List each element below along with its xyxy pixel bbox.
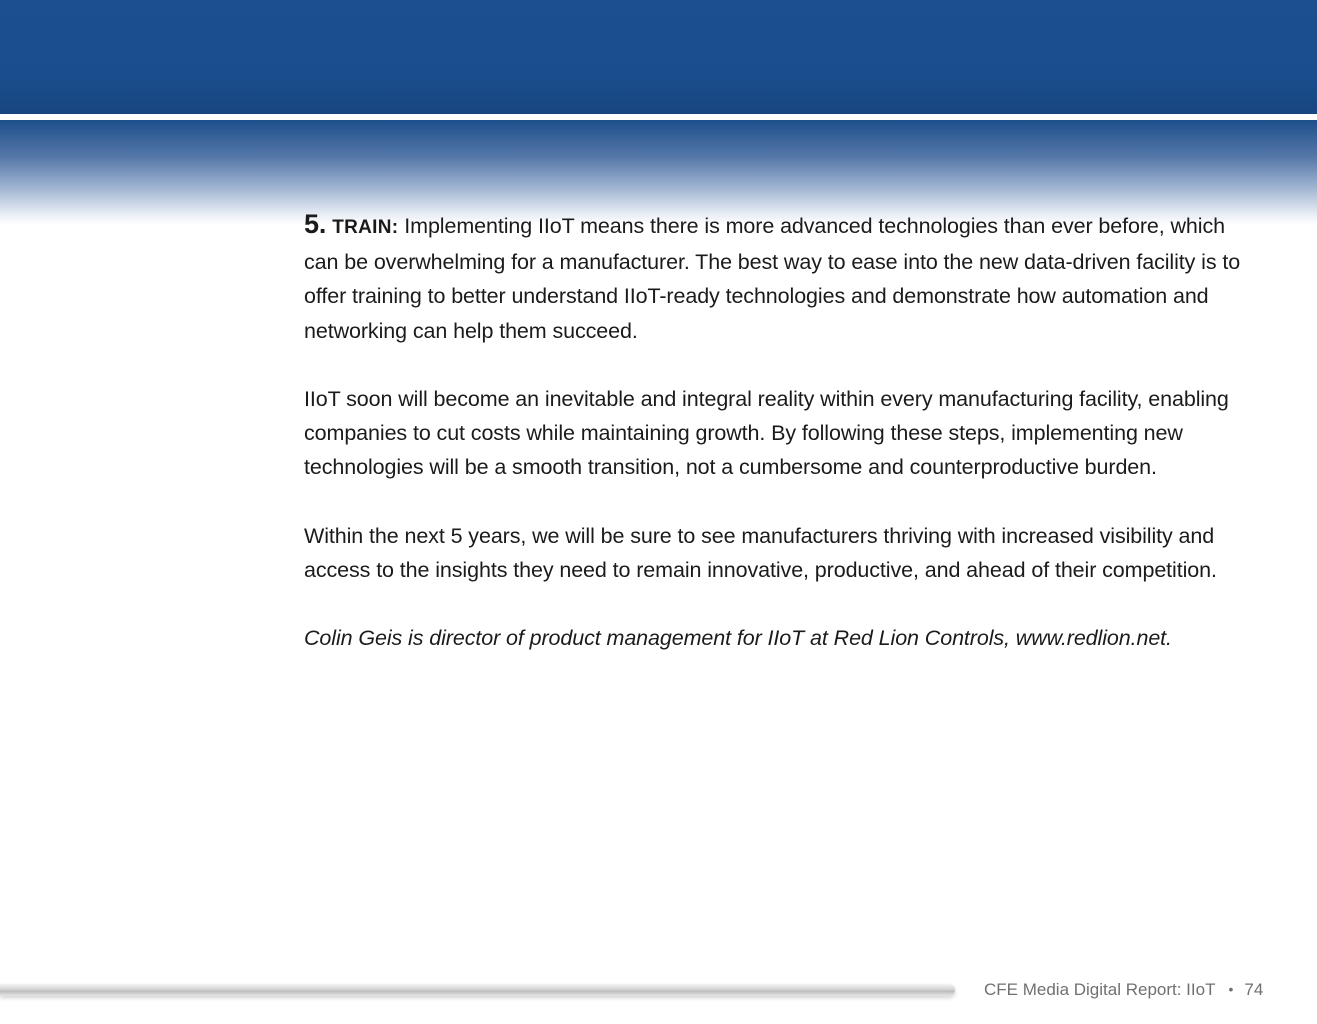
bullet-separator: • bbox=[1228, 981, 1234, 997]
publication-name: CFE Media Digital Report: IIoT bbox=[984, 980, 1216, 999]
article-body bbox=[304, 207, 1252, 690]
step-number: 5. bbox=[304, 209, 327, 239]
body-paragraph-2: Within the next 5 years, we will be sure to see manufacturers thriving with increased visibility and access to the insights they need to remain innovative, productive, and ahead of their competition. bbox=[304, 523, 1217, 582]
step-title: TRAIN: bbox=[332, 217, 399, 238]
step-paragraph bbox=[304, 207, 1252, 348]
step-text: Implementing IIoT means there is more advanced technologies than ever before, which can be overwhelming for a manufacturer. The best way to ease into the new data-driven facility is to offer training to better understand IIoT-ready technologies and demonstrate how automation and networking can help them succeed. bbox=[304, 214, 1241, 343]
footer bbox=[984, 980, 1263, 1000]
body-paragraph-1: IIoT soon will become an inevitable and integral reality within every manufacturing facility, enabling companies to cut costs while maintaining growth. By following these steps, implementing new technologies will be a smooth transition, not a cumbersome and counterproductive burden. bbox=[304, 387, 1229, 480]
author-byline: Colin Geis is director of product management for IIoT at Red Lion Controls, www.redlion.net. bbox=[304, 626, 1172, 651]
header-band bbox=[0, 0, 1317, 114]
footer-rule bbox=[0, 984, 955, 996]
page-number: 74 bbox=[1244, 980, 1264, 999]
